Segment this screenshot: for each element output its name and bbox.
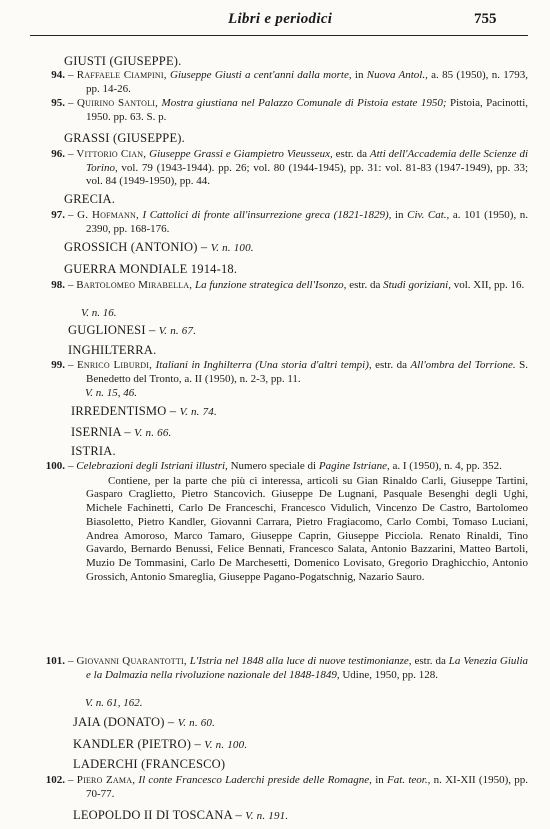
entry-author: Vittorio Cian, bbox=[76, 148, 147, 160]
section-heading: GUERRA MONDIALE 1914-18. bbox=[64, 262, 238, 276]
entry-text: – Enrico Liburdi, Italiani in Inghilterra (Una storia d'altri tempi), estr. da All'ombra del Torrione. S. Benedetto del Tronto, a. II (1950), n. 2-3, pp. 11. bbox=[68, 359, 529, 385]
entry-number: 97. bbox=[51, 209, 65, 221]
entry-title: Italiani in Inghilterra (Una storia d'altri tempi), bbox=[155, 359, 372, 371]
entry-details: a. 85 (1950), n. 1793, pp. 14-26. bbox=[86, 69, 528, 95]
section-heading bbox=[68, 324, 196, 339]
entry-journal: Nuova Antol., bbox=[366, 69, 428, 81]
entry-number: 98. bbox=[51, 279, 65, 291]
entry-journal: Fat. teor., bbox=[387, 774, 431, 786]
heading-text: IRREDENTISMO – bbox=[71, 404, 177, 418]
entry-details: vol. 79 (1943-1944). pp. 26; vol. 80 (1944-1945), pp. 31: vol. 81-83 (1947-1949), pp. 33; vol. 84 (1949-1950), pp. 44. bbox=[86, 161, 529, 188]
bib-entry-97 bbox=[30, 209, 528, 236]
bib-entry-95 bbox=[30, 97, 528, 124]
cross-reference: V. n. 15, 46. bbox=[85, 387, 138, 399]
heading-text: GROSSICH (ANTONIO) – bbox=[64, 240, 208, 254]
entry-connector: estr. da bbox=[349, 279, 381, 291]
entry-title: Mostra giustiana nel Palazzo Comunale di Pistoia estate 1950; bbox=[161, 97, 447, 109]
cross-reference: V. n. 67. bbox=[158, 325, 197, 337]
entry-title: Il conte Francesco Laderchi preside delle Romagne, bbox=[138, 774, 372, 786]
section-heading: GRECIA. bbox=[64, 192, 116, 206]
entry-text: – G. Hofmann, I Cattolici di fronte all'insurrezione greca (1821-1829), in Civ. Cat., a. 101 (1950), n. 2390, pp. 168-176. bbox=[68, 209, 529, 235]
heading-text: LEOPOLDO II DI TOSCANA – bbox=[73, 808, 242, 822]
entry-connector: in bbox=[375, 774, 384, 786]
entry-connector: estr. da bbox=[414, 655, 446, 667]
entry-journal: Civ. Cat., bbox=[407, 209, 450, 221]
entry-author: Enrico Liburdi, bbox=[76, 359, 153, 371]
bib-entry-102 bbox=[30, 774, 528, 801]
section-heading bbox=[71, 405, 217, 420]
entry-title: I Cattolici di fronte all'insurrezione greca (1821-1829), bbox=[142, 209, 392, 221]
cross-reference: V. n. 66. bbox=[134, 427, 172, 439]
entry-title: L'Istria nel 1848 alla luce di nuove testimonianze, bbox=[189, 655, 412, 667]
page-number: 755 bbox=[474, 11, 497, 27]
header-rule bbox=[30, 35, 528, 36]
entry-text: – Celebrazioni degli Istriani illustri, Numero speciale di Pagine Istriane, a. I (1950), n. 4, pp. 352. bbox=[68, 460, 502, 472]
entry-details: vol. XII, pp. 16. bbox=[453, 279, 525, 291]
entry-author: Giovanni Quarantotti, bbox=[76, 655, 187, 667]
entry-number: 95. bbox=[51, 97, 65, 109]
entry-details: Udine, 1950, pp. 128. bbox=[342, 668, 438, 681]
bib-entry-98 bbox=[30, 279, 528, 293]
entry-author: Bartolomeo Mirabella, bbox=[76, 279, 193, 291]
entry-details: a. 101 (1950), n. 2390, pp. 168-176. bbox=[86, 209, 529, 235]
entry-connector: Numero speciale di bbox=[230, 460, 317, 472]
section-heading: GIUSTI (GIUSEPPE). bbox=[64, 54, 182, 68]
entry-text: – Giovanni Quarantotti, L'Istria nel 1848 alla luce di nuove testimonianze, estr. da La Venezia Giulia e la Dalmazia nella rivoluzione nazionale del 1848-1849, Udine, 1950, pp. 128. bbox=[68, 655, 529, 681]
entry-author: G. Hofmann, bbox=[77, 209, 139, 221]
entry-journal: Studi goriziani, bbox=[383, 279, 451, 291]
entry-number: 99. bbox=[51, 359, 65, 371]
entry-details: S. Benedetto del Tronto, a. II (1950), n. 2-3, pp. 11. bbox=[86, 359, 529, 385]
entry-number: 96. bbox=[51, 148, 65, 160]
heading-text: JAIA (DONATO) – bbox=[73, 715, 175, 729]
section-heading bbox=[73, 716, 215, 731]
entry-author: Piero Zama, bbox=[76, 774, 136, 786]
bib-entry-94 bbox=[30, 69, 528, 96]
cross-reference: V. n. 61, 162. bbox=[85, 697, 143, 709]
section-heading: INGHILTERRA. bbox=[68, 343, 157, 357]
section-heading bbox=[64, 241, 254, 256]
section-heading bbox=[73, 809, 288, 824]
heading-text: GUGLIONESI – bbox=[68, 323, 156, 337]
entry-text: – Vittorio Cian, Giuseppe Grassi e Giampietro Vieusseux, estr. da Atti dell'Accademia delle Scienze di Torino, vol. 79 (1943-1944). pp. 26; vol. 80 (1944-1945), pp. 31: vol. 81-83 (1947-1949), pp. 33; vol. 84 (1949-1950), pp. 44. bbox=[68, 148, 529, 188]
entry-journal: Atti dell'Accademia delle Scienze di Torino, bbox=[86, 148, 529, 174]
entry-title: Celebrazioni degli Istriani illustri, bbox=[76, 460, 228, 472]
section-heading bbox=[73, 738, 247, 753]
page-header bbox=[0, 10, 550, 32]
cross-reference: V. n. 100. bbox=[210, 242, 254, 254]
entry-title: Giuseppe Giusti a cent'anni dalla morte, bbox=[170, 69, 352, 81]
cross-reference: V. n. 191. bbox=[245, 810, 289, 822]
section-heading bbox=[71, 426, 171, 441]
entry-text: – Piero Zama, Il conte Francesco Laderchi preside delle Romagne, in Fat. teor., n. XI-XII (1950), pp. 70-77. bbox=[68, 774, 529, 800]
entry-connector: in bbox=[394, 209, 404, 221]
entry-text: – Quirino Santoli, Mostra giustiana nel Palazzo Comunale di Pistoia estate 1950; Pistoia, Pacinotti, 1950. pp. 63. S. p. bbox=[68, 97, 529, 123]
entry-journal: All'ombra del Torrione. bbox=[410, 359, 516, 371]
entry-author: Quirino Santoli, bbox=[76, 97, 159, 109]
section-heading: GRASSI (GIUSEPPE). bbox=[64, 131, 185, 145]
cross-reference: V. n. 74. bbox=[179, 406, 217, 418]
bib-entry-96 bbox=[30, 148, 528, 189]
entry-details: n. XI-XII (1950), pp. 70-77. bbox=[86, 774, 529, 800]
entry-journal: La Venezia Giulia e la Dalmazia nella rivoluzione nazionale del 1848-1849, bbox=[86, 655, 529, 681]
entry-details: a. I (1950), n. 4, pp. 352. bbox=[392, 460, 502, 472]
entry-number: 100. bbox=[45, 460, 65, 472]
heading-text: ISERNIA – bbox=[71, 425, 131, 439]
entry-note: Contiene, per la parte che più ci interessa, articoli su Gian Rinaldo Carli, Giuseppe Tartini, Gasparo Craglietto, Pietro Stancovich. Giuseppe De Lugnani, Pasquale Besenghi degli Ughi, Michele Fachinetti, Carlo De Franceschi, Francesco Vidulich, Vincenzo De Castro, Bartolomeo Biasoletto, Pietro Kandler, Giovanni Carrara, Pietro Fragiacomo, Carlo Combi, Tomaso Luciani, Andrea Amoroso, Marco Tamaro, Giuseppe Caprin, Giuseppe Picciola. Renato Rinaldi, Tino Gavardo, Bernardo Benussi, Felice Bennati, Francesco Salata, Antonio Bazzarini, Matteo Bartoli, Muzio De Tommasini, Carlo De Marchesetti, Domenico Lovisato, Gregorio Draghicchio, Antonio Grossich, Antonio Smareglia, Giuseppe Pagano-Pogatschnig, Nazario Sauro. bbox=[86, 474, 528, 583]
bib-entry-101 bbox=[30, 655, 528, 682]
running-title: Libri e periodici bbox=[228, 11, 333, 27]
section-heading: LADERCHI (FRANCESCO) bbox=[73, 757, 226, 771]
cross-reference: V. n. 100. bbox=[204, 739, 248, 751]
entry-connector: estr. da bbox=[375, 359, 407, 371]
entry-journal: Pagine Istriane, bbox=[318, 460, 390, 472]
entry-title: Giuseppe Grassi e Giampietro Vieusseux, bbox=[149, 148, 333, 160]
entry-number: 101. bbox=[45, 655, 65, 667]
entry-number: 94. bbox=[51, 69, 65, 81]
section-heading: ISTRIA. bbox=[71, 444, 116, 458]
heading-text: KANDLER (PIETRO) – bbox=[73, 737, 201, 751]
entry-connector: estr. da bbox=[335, 148, 367, 160]
entry-text: – Raffaele Ciampini, Giuseppe Giusti a cent'anni dalla morte, in Nuova Antol., a. 85 (1950), n. 1793, pp. 14-26. bbox=[68, 69, 528, 95]
cross-reference: V. n. 16. bbox=[81, 307, 117, 319]
bib-entry-99 bbox=[30, 359, 528, 386]
entry-author: Raffaele Ciampini, bbox=[76, 69, 167, 81]
entry-title: La funzione strategica dell'Isonzo, bbox=[194, 279, 347, 291]
bib-entry-100 bbox=[30, 460, 528, 584]
entry-text: – Bartolomeo Mirabella, La funzione strategica dell'Isonzo, estr. da Studi goriziani, vol. XII, pp. 16. bbox=[68, 279, 525, 291]
cross-reference: V. n. 60. bbox=[177, 717, 216, 729]
entry-connector: in bbox=[354, 69, 364, 81]
entry-number: 102. bbox=[45, 774, 65, 786]
entry-details: Pistoia, Pacinotti, 1950. pp. 63. S. p. bbox=[86, 97, 529, 123]
